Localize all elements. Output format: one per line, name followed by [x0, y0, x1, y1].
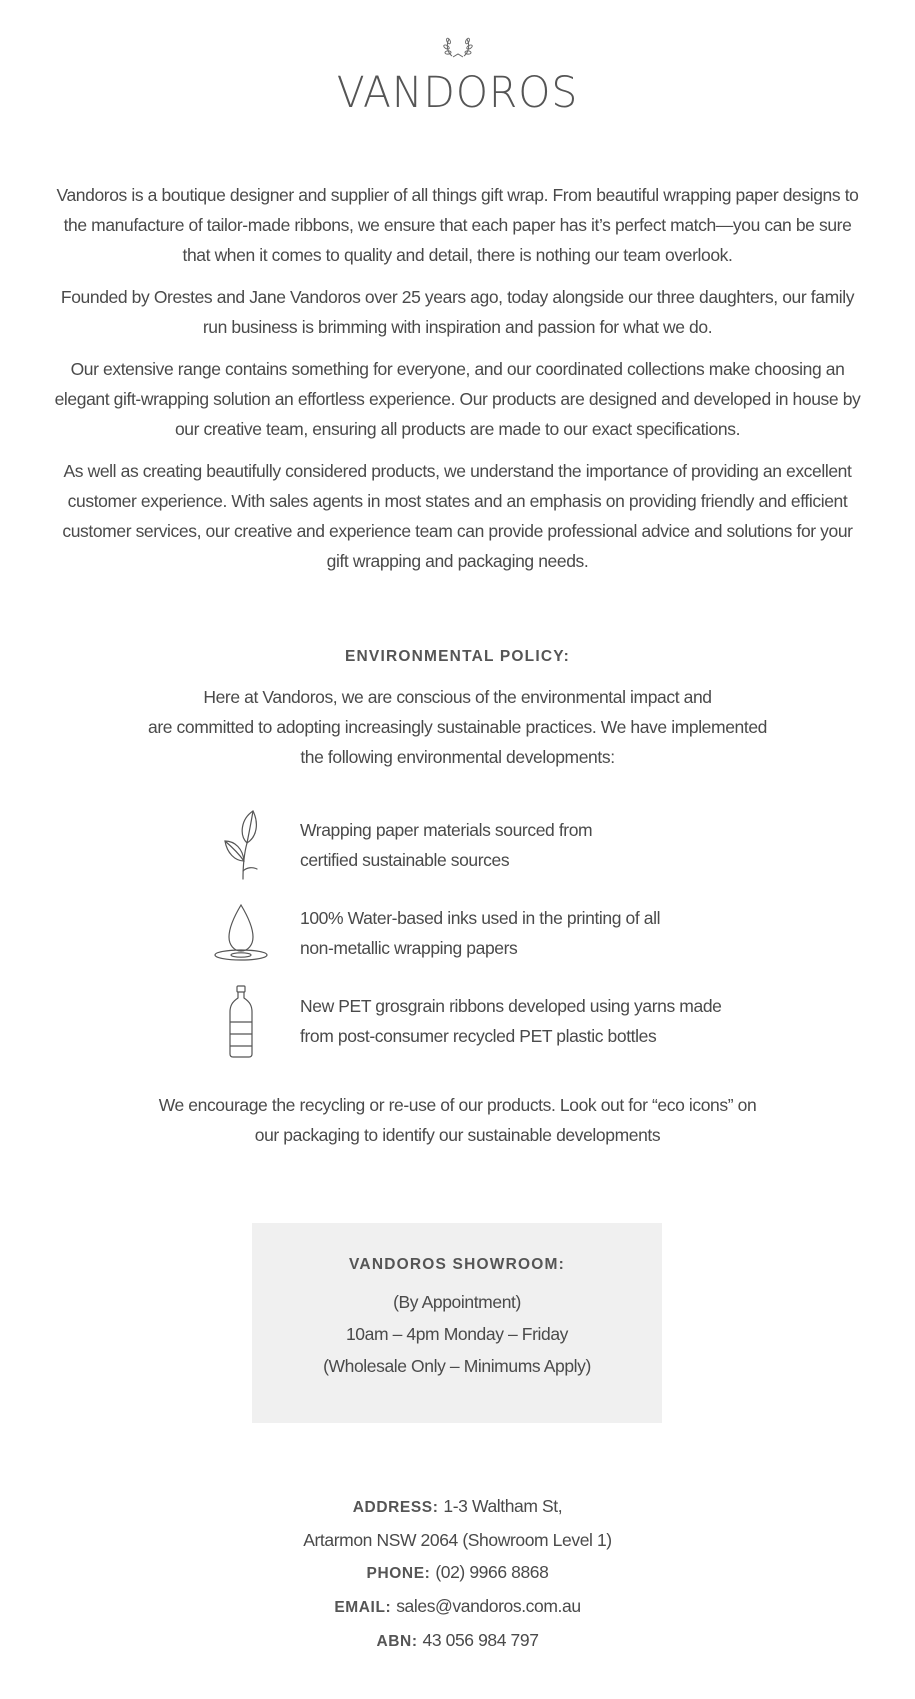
list-item-line: from post-consumer recycled PET plastic bottles	[300, 1026, 657, 1046]
contact-details	[150, 1490, 765, 1658]
email-label: EMAIL:	[334, 1599, 397, 1616]
env-outro-line: We encourage the recycling or re-use of our products. Look out for “eco icons” on	[158, 1095, 757, 1115]
list-item-line: New PET grosgrain ribbons developed using yarns made	[300, 996, 722, 1016]
about-intro	[50, 180, 865, 588]
showroom-box	[252, 1223, 662, 1423]
abn-row	[150, 1624, 765, 1658]
list-item-line: 100% Water-based inks used in the printing of all	[300, 908, 661, 928]
abn-value: 43 056 984 797	[422, 1630, 539, 1650]
list-item	[210, 901, 770, 965]
water-drop-icon	[210, 897, 272, 969]
address-row	[150, 1490, 765, 1524]
showroom-hours	[252, 1286, 662, 1382]
list-item	[210, 989, 770, 1053]
showroom-line: (Wholesale Only – Minimums Apply)	[323, 1356, 591, 1376]
list-item-text	[300, 815, 740, 875]
environmental-policy-intro	[120, 682, 795, 772]
env-intro-line: the following environmental developments:	[300, 747, 615, 767]
list-item-line: Wrapping paper materials sourced from	[300, 820, 593, 840]
plastic-bottle-icon	[210, 985, 272, 1057]
intro-paragraph: As well as creating beautifully considered products, we understand the importance of providing an excellent customer experience. With sales agents in most states and an emphasis on providing friendly and efficient customer services, our creative and experience team can provide professional advice and solutions for your gift wrapping and packaging needs.	[62, 461, 853, 571]
env-outro-line: our packaging to identify our sustainable developments	[254, 1125, 661, 1145]
showroom-line: (By Appointment)	[393, 1292, 521, 1312]
email-link[interactable]: sales@vandoros.com.au	[396, 1596, 581, 1616]
environmental-developments-list	[210, 813, 770, 1077]
email-row	[150, 1590, 765, 1624]
intro-paragraph: Our extensive range contains something for everyone, and our coordinated collections make choosing an elegant gift-wrapping solution an effortless experience. Our products are designed and developed in house by our creative team, ensuring all products are made to our exact specifications.	[54, 359, 861, 439]
brand-logo[interactable]	[0, 30, 915, 118]
phone-row	[150, 1556, 765, 1590]
abn-label: ABN:	[376, 1633, 423, 1650]
showroom-line: 10am – 4pm Monday – Friday	[345, 1324, 569, 1344]
address-line2: Artarmon NSW 2064 (Showroom Level 1)	[303, 1530, 612, 1550]
leaf-icon	[210, 809, 272, 881]
intro-paragraph: Vandoros is a boutique designer and supplier of all things gift wrap. From beautiful wrapping paper designs to the manufacture of tailor-made ribbons, we ensure that each paper has it’s perfect match—you can be sure that when it comes to quality and detail, there is nothing our team overlook.	[56, 185, 859, 265]
list-item-line: certified sustainable sources	[300, 850, 510, 870]
phone-label: PHONE:	[366, 1565, 436, 1582]
list-item-text	[300, 991, 740, 1051]
environmental-policy	[120, 648, 795, 772]
environmental-policy-heading: ENVIRONMENTAL POLICY:	[345, 648, 570, 665]
environmental-policy-outro	[120, 1090, 795, 1150]
laurel-wreath-icon	[440, 30, 476, 60]
list-item-line: non-metallic wrapping papers	[300, 938, 518, 958]
intro-paragraph: Founded by Orestes and Jane Vandoros over 25 years ago, today alongside our three daughters, our family run business is brimming with inspiration and passion for what we do.	[60, 287, 855, 337]
showroom-heading: VANDOROS SHOWROOM:	[349, 1256, 565, 1273]
list-item	[210, 813, 770, 877]
address-label: ADDRESS:	[352, 1499, 444, 1516]
env-intro-line: Here at Vandoros, we are conscious of the environmental impact and	[203, 687, 712, 707]
list-item-text	[300, 903, 740, 963]
env-intro-line: are committed to adopting increasingly sustainable practices. We have implemented	[147, 717, 767, 737]
brand-wordmark: VANDOROS	[336, 68, 579, 118]
address-line1: 1-3 Waltham St,	[443, 1496, 563, 1516]
phone-link[interactable]: (02) 9966 8868	[435, 1562, 549, 1582]
